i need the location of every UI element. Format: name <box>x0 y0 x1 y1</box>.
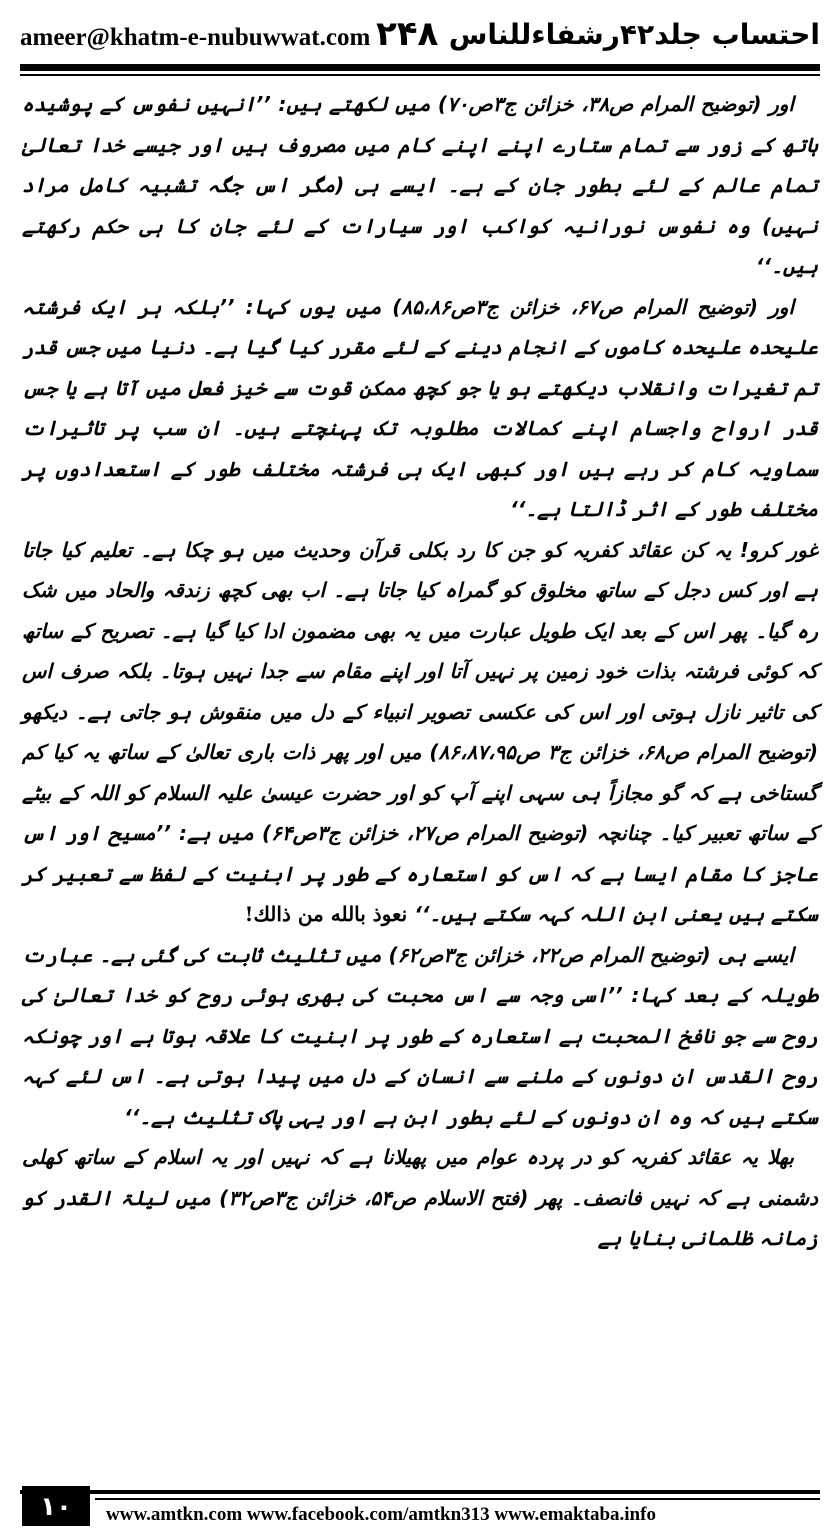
footer-rule-thick <box>20 1490 820 1494</box>
footer-links: www.amtkn.com www.facebook.com/amtkn313 www.emaktaba.info <box>106 1504 656 1525</box>
paragraph-5: بھلا یہ عقائد کفریہ کو در پردہ عوام میں پھیلانا ہے کہ نہیں اور یہ اسلام کے ساتھ کھلی دشمنی ہے کہ نہیں فانصف۔ پھر (فتح الاسلام ص۵۴، خزائن ج۳ص۳۲) میں لیلۃ القدر کو زمانہ ظلمانی بنایا ہے <box>22 1145 818 1250</box>
running-title: احتساب جلد۴۲رشفاءللناس <box>448 18 820 51</box>
paragraph-4: ایسے ہی (توضیح المرام ص۲۲، خزائن ج۳ص۶۲) میں تثلیث ثابت کی گئی ہے۔ عبارت طویلہ کے بعد کہا: ’’اسی وجہ سے اس محبت کی بھری ہوئی روح کو خدا تعالیٰ کی روح سے جو نافخ المحبت ہے استعارہ کے طور پر ابنیت کا علاقہ ہوتا ہے اور چونکہ روح القدس ان دونوں کے ملنے سے انسان کے دل میں پیدا ہوتی ہے۔ اس لئے کہہ سکتے ہیں کہ وہ ان دونوں کے لئے بطور ابن ہے اور یہی پاک تثلیث ہے۔‘‘ <box>22 942 818 1129</box>
footer-rule-thin <box>95 1498 820 1500</box>
paragraph-1: اور (توضیح المرام ص۳۸، خزائن ج۳ص۷۰) میں لکھتے ہیں: ’’انہیں نفوس کے پوشیدہ ہاتھ کے زور سے تمام ستارے اپنے اپنے کام میں مصروف ہیں اور جیسے خدا تعالیٰ تمام عالم کے لئے بطور جان کے ہے۔ ایسے ہی (مگر اس جگہ تشبیہ کامل مراد نہیں) وہ نفوس نورانیہ کواکب اور سیارات کے لئے جان کا ہی حکم رکھتے ہیں۔‘‘ <box>22 92 818 278</box>
page-header <box>20 10 820 60</box>
header-rule-thick <box>20 64 820 71</box>
paragraph-3 <box>22 530 818 935</box>
header-rule-thin <box>20 74 820 76</box>
paragraph-3-text: غور کرو! یہ کن عقائد کفریہ کو جن کا رد بکلی قرآن وحدیث میں ہو چکا ہے۔ تعلیم کیا جاتا ہے اور کس دجل کے ساتھ مخلوق کو گمراہ کیا جاتا ہے۔ اب بھی کچھ زندقہ والحاد میں شک رہ گیا۔ پھر اس کے بعد ایک طویل عبارت میں یہ بھی مضمون ادا کیا گیا ہے۔ تصریح کے ساتھ کہ کوئی فرشتہ بذات خود زمین پر نہیں آتا اور اپنے مقام سے جدا نہیں ہوتا۔ بلکہ صرف اس کی تاثیر نازل ہوتی اور اس کی عکسی تصویر انبیاء کے دل میں منقوش ہو جاتی ہے۔ دیکھو (توضیح المرام ص۶۸، خزائن ج۳ ص۸۶،۸۷،۹۵) میں اور پھر ذات باری تعالیٰ کے ساتھ یہ کیا کم گستاخی ہے کہ گو مجازاً ہی سہی اپنے آپ کو اور حضرت عیسیٰ علیہ السلام کو اللہ کے بیٹے کے ساتھ تعبیر کیا۔ چنانچہ (توضیح المرام ص۲۷، خزائن ج۳ص۶۴) میں ہے: ’’مسیح اور اس عاجز کا مقام ایسا ہے کہ اس کو استعارہ کے طور پر ابنیت کے لفظ سے تعبیر کر سکتے ہیں یعنی ابن اللہ کہہ سکتے ہیں۔‘‘ <box>22 537 819 926</box>
page-body <box>22 84 818 1259</box>
header-email: ameer@khatm-e-nubuwwat.com <box>20 24 371 51</box>
arabic-invocation: نعوذ بالله من ذالك! <box>244 902 408 926</box>
paragraph-2: اور (توضیح المرام ص۶۷، خزائن ج۳ص۸۵،۸۶) میں یوں کہا: ’’بلکہ ہر ایک فرشتہ علیحدہ علیحدہ کاموں کے انجام دینے کے لئے مقرر کیا گیا ہے۔ دنیا میں جس قدر تم تغیرات وانقلاب دیکھتے ہو یا جو کچھ ممکن قوت سے خیز فعل میں آتا ہے یا جس قدر ارواح واجسام اپنے کمالات مطلوبہ تک پہنچتے ہیں۔ ان سب پر تاثیرات سماویہ کام کر رہے ہیں اور کبھی ایک ہی فرشتہ مختلف طور کے استعدادوں پر مختلف طور کے اثر ڈالتا ہے۔‘‘ <box>22 294 818 521</box>
footer-number-box: ۱۰ <box>22 1486 90 1526</box>
page-number: ۲۴۸ <box>376 14 439 54</box>
